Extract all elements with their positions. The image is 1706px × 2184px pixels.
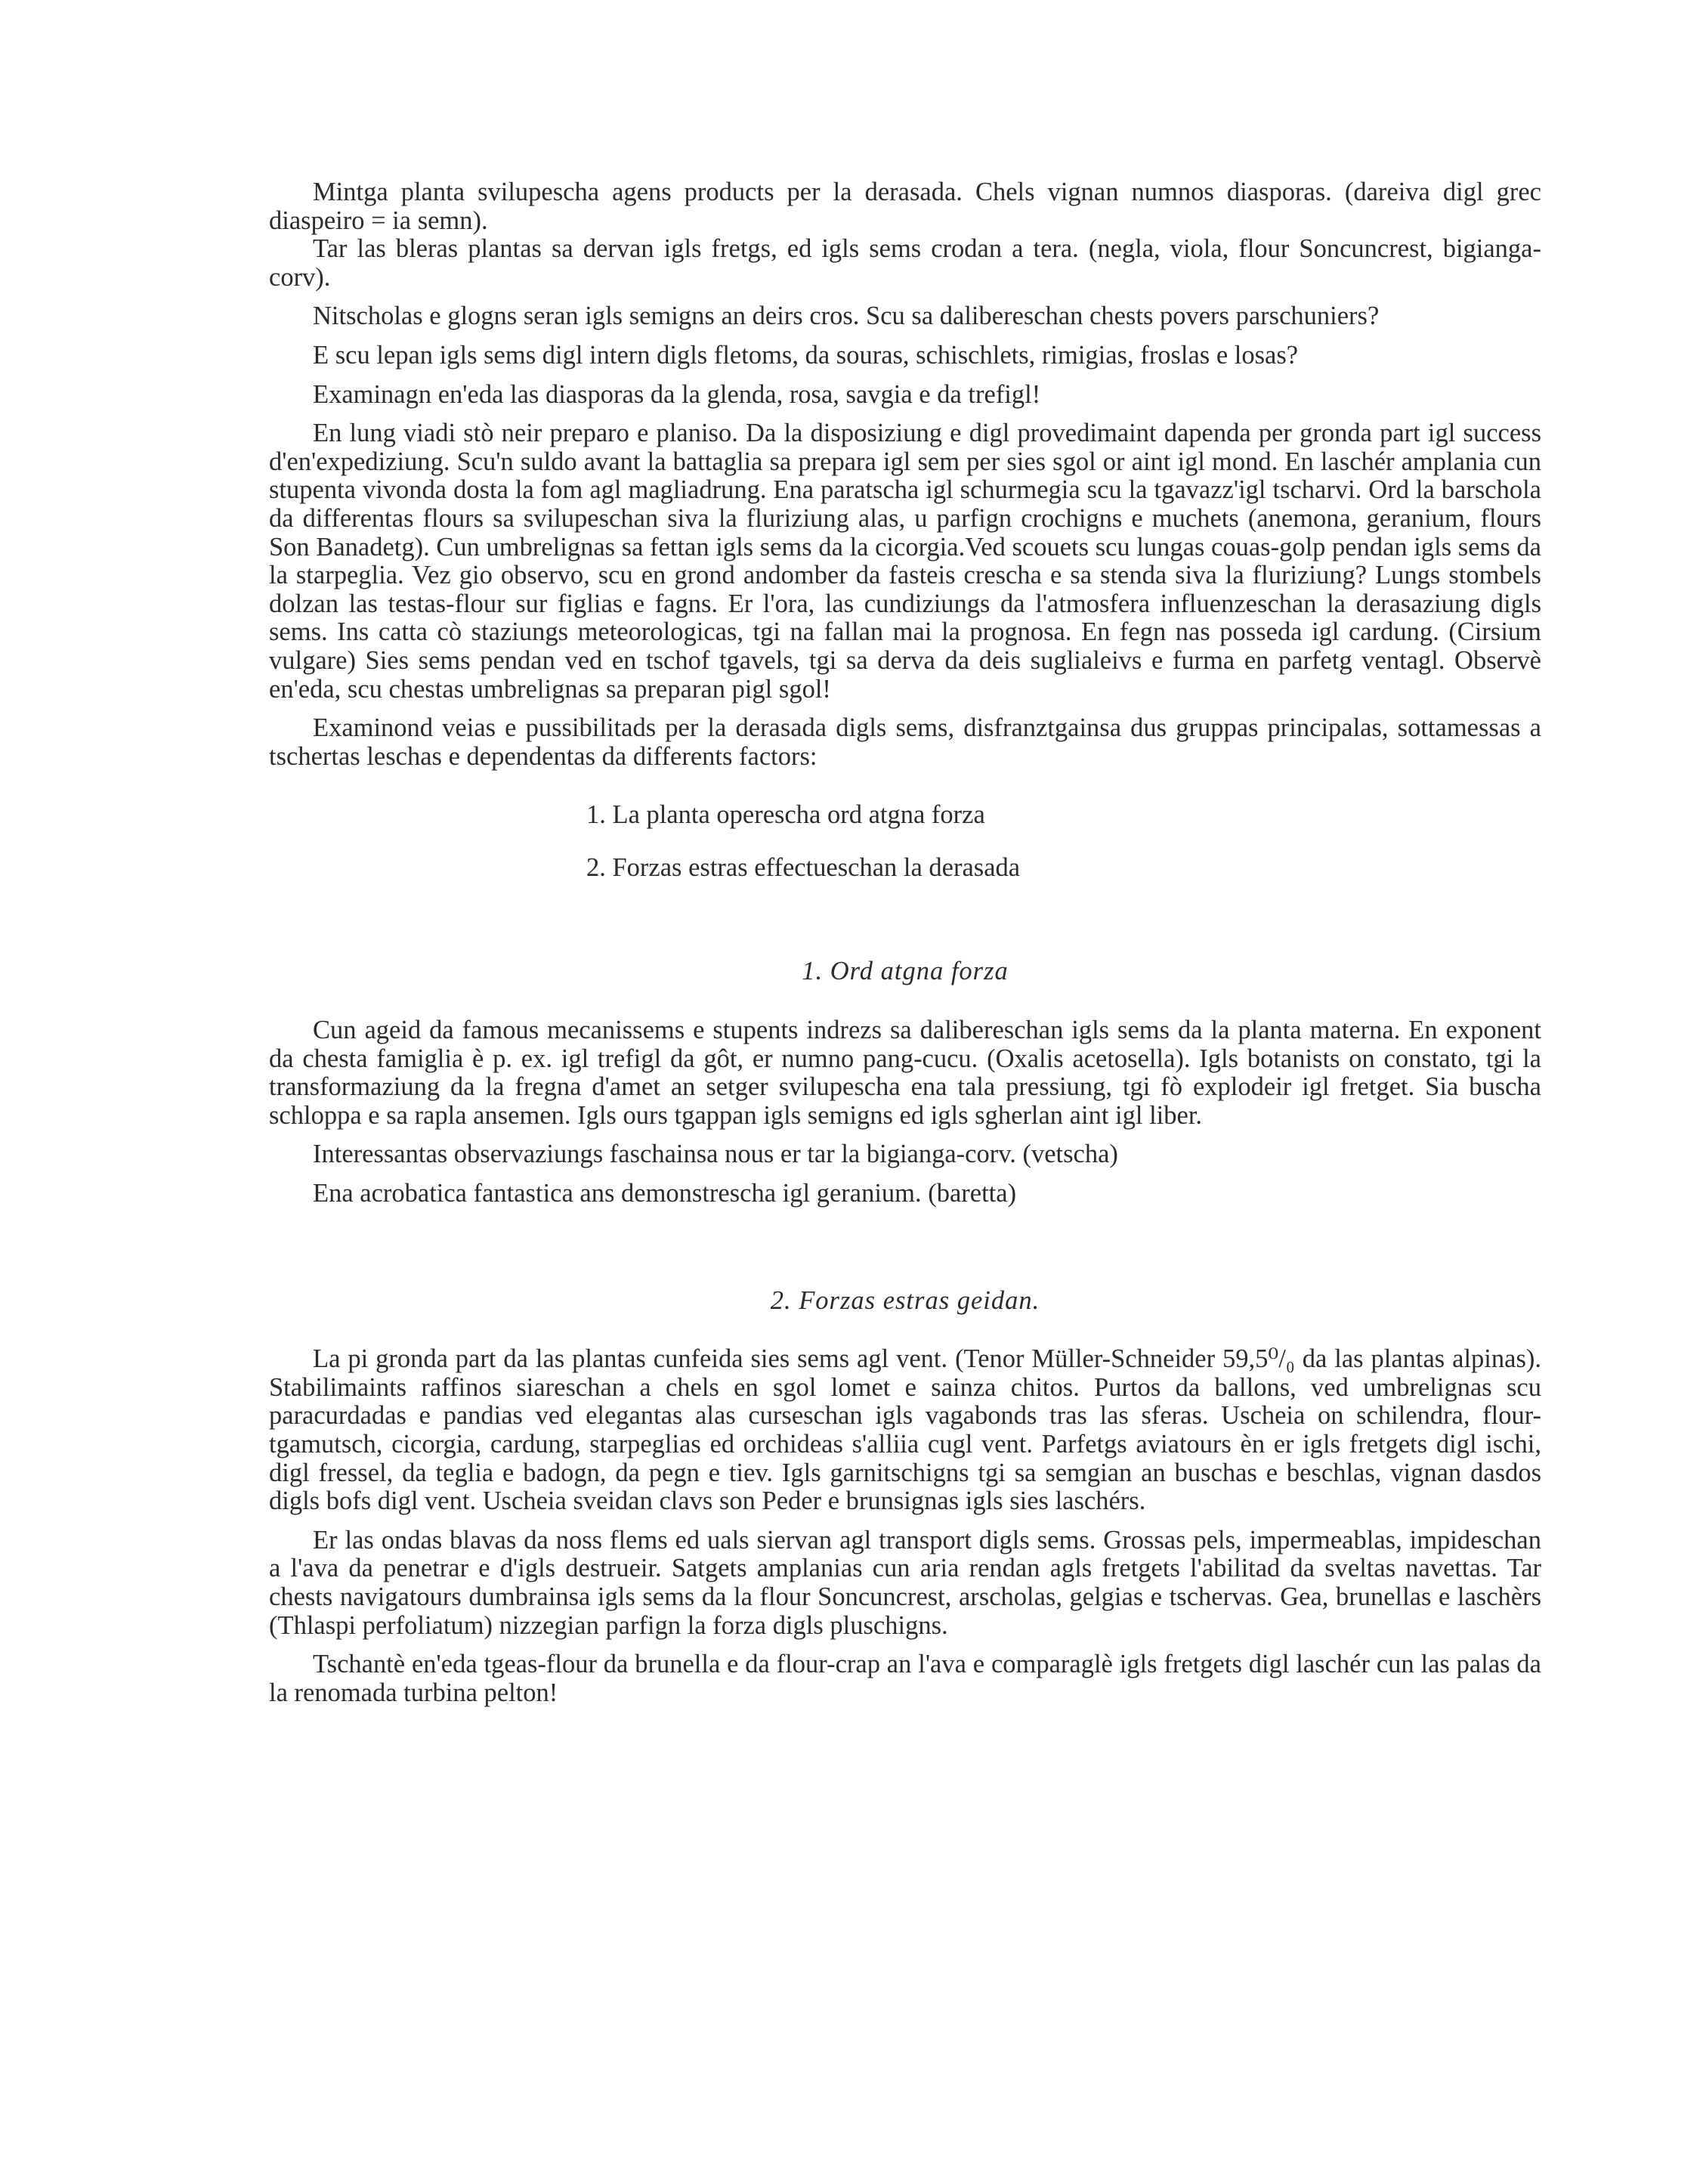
document-page	[269, 178, 1541, 1707]
paragraph-fretgs: Tar las bleras plantas sa dervan igls fretgs, ed igls sems crodan a tera. (negla, viola, flour Soncuncrest, bigianga-corv).	[269, 234, 1541, 292]
section-heading-2: 2. Forzas estras geidan.	[770, 1285, 1040, 1315]
section-heading-1: 1. Ord atgna forza	[802, 957, 1009, 986]
paragraph-nitscholas: Nitscholas e glogns seran igls semigns an deirs cros. Scu sa dalibereschan chests povers parschuniers?	[313, 302, 1380, 331]
list-item: 2. Forzas estras effectueschan la derasada	[586, 852, 1021, 882]
paragraph-bigianga: Interessantas observaziungs faschainsa nous er tar la bigianga-corv. (vetscha)	[313, 1140, 1118, 1169]
numbered-list	[269, 801, 1541, 882]
paragraph-tschante: Tschantè en'eda tgeas-flour da brunella e da flour-crap an l'ava e comparaglè igls fretgets digl laschér cun las palas da la renomada turbina pelton!	[269, 1650, 1541, 1707]
paragraph-mecanissems: Cun ageid da famous mecanissems e stupents indrezs sa dalibereschan igls sems da la planta materna. En exponent da chesta famiglia è p. ex. igl trefigl da gôt, er numno pang-cucu. (Oxalis acetosella). Igls botanists on constato, tgi la transformaziung da la fregna d'amet an setger svilupescha ena tala pressiung, tgi fò explodeir igl fretget. Sia buscha schloppa e sa rapla ansemen. Igls ours tgappan igls semigns ed igls sgherlan aint igl liber.	[269, 1016, 1541, 1130]
list-item: 1. La planta operescha ord atgna forza	[586, 800, 985, 830]
paragraph-examinond: Examinond veias e pussibilitads per la derasada digls sems, disfranztgainsa dus gruppas principalas, sottamessas a tschertas leschas e dependentas da differents factors:	[269, 713, 1541, 771]
paragraph-ondas: Er las ondas blavas da noss flems ed uals siervan agl transport digls sems. Grossas pels, impermeablas, impideschan a l'ava da penetrar e d'igls destrueir. Satgets amplanias cun aria rendan agls fretgets l'abilitad da sveltas navettas. Tar chests navigatours dumbrainsa igls sems da la flour Soncuncrest, arscholas, gelgias e tschervas. Gea, brunellas e laschèrs (Thlaspi perfoliatum) nizzegian parfign la forza digls pluschigns.	[269, 1525, 1541, 1640]
paragraph-lepan: E scu lepan igls sems digl intern digls fletoms, da souras, schischlets, rimigias, froslas e losas?	[313, 340, 1299, 370]
paragraph-viadi: En lung viadi stò neir preparo e planiso. Da la disposiziung e digl provedimaint dapenda per gronda part igl success d'en'expediziung. Scu'n suldo avant la battaglia sa prepara igl sem per sies sgol or aint igl mond. En laschér amplania cun stupenta vivonda dosta la fom agl magliadrung. Ena paratscha igl schurmegia scu la tgavazz'igl tscharvi. Ord la barschola da differentas flours sa svilupeschan siva la fluriziung alas, u parfign crochigns e muchets (anemona, geranium, flours Son Banadetg). Cun umbrelignas sa fettan igls sems da la cicorgia.Ved scouets scu lungas couas-golp pendan igls sems da la starpeglia. Vez gio observo, scu en grond andomber da fasteis crescha e sa stenda siva la fluriziung? Lungs stombels dolzan las testas-flour sur figlias e fagns. Er l'ora, las cundiziungs da l'atmosfera influenzeschan la derasaziung digls sems. Ins catta cò staziungs meteorologicas, tgi na fallan mai la prognosa. En fegn nas posseda igl cardung. (Cirsium vulgare) Sies sems pendan ved en tschof tgavels, tgi sa derva da deis suglialeivs e furma en parfetg ventagl. Observè en'eda, scu chestas umbrelignas sa preparan pigl sgol!	[269, 419, 1541, 704]
paragraph-vent: La pi gronda part da las plantas cunfeida sies sems agl vent. (Tenor Müller-Schneider 59,5⁰/₀ da las plantas alpinas). Stabilimaints raffinos siareschan a chels en sgol lomet e sainza chitos. Purtos da ballons, ved umbrelignas scu paracurdadas e pandias ved elegantas alas curseschan igls vagabonds tras las sferas. Uscheia on schilendra, flour-tgamutsch, cicorgia, cardung, starpeglias ed orchideas s'alliia cugl vent. Parfetgs aviatours èn er igls fretgets digl ischi, digl fressel, da teglia e badogn, da pegn e tiev. Igls garnitschigns tgi sa semgian an buschas e beschlas, vignan dasdos digls bofs digl vent. Uscheia sveidan clavs son Peder e brunsignas igls sies laschérs.	[269, 1344, 1541, 1516]
paragraph-diasporas: Mintga planta svilupescha agens products per la derasada. Chels vignan numnos diasporas. (dareiva digl grec diaspeiro = ia semn).	[269, 178, 1541, 235]
paragraph-examinagn: Examinagn en'eda las diasporas da la glenda, rosa, savgia e da trefigl!	[313, 379, 1041, 409]
paragraph-geranium: Ena acrobatica fantastica ans demonstrescha igl geranium. (baretta)	[313, 1179, 1017, 1208]
